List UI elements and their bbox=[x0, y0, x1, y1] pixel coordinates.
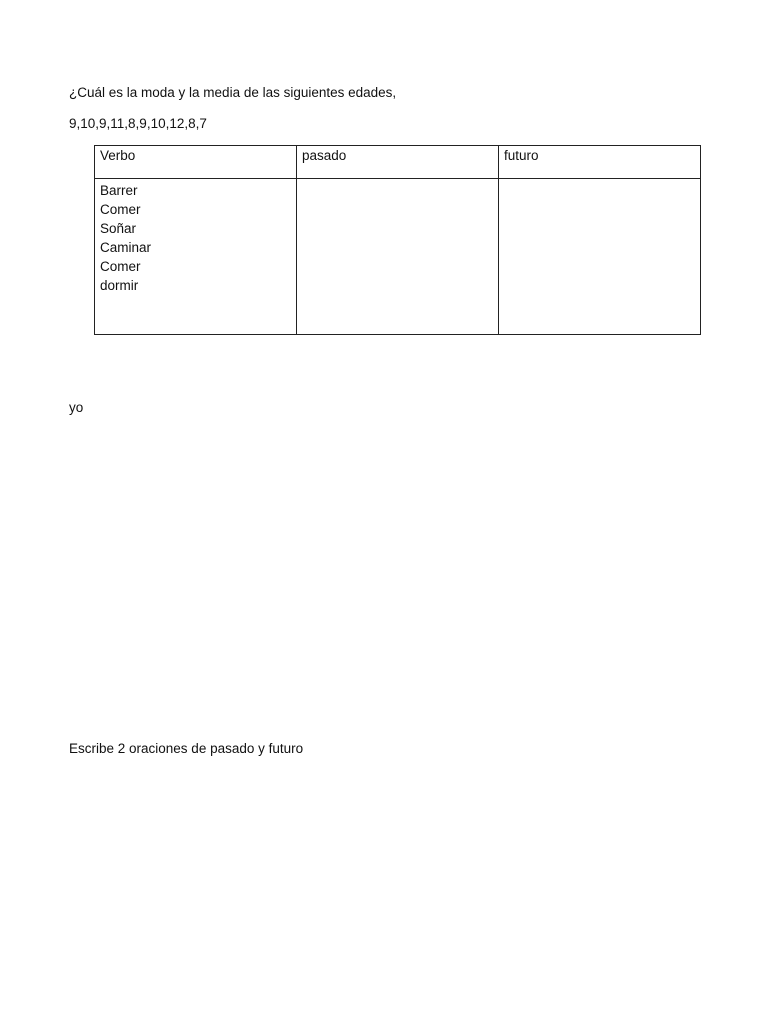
table-header-row bbox=[95, 146, 701, 179]
pasado-cell[interactable] bbox=[297, 179, 499, 335]
verb-list-cell bbox=[95, 179, 297, 335]
verb-item: Comer bbox=[100, 259, 141, 274]
header-futuro: futuro bbox=[499, 146, 701, 179]
header-pasado: pasado bbox=[297, 146, 499, 179]
futuro-cell[interactable] bbox=[499, 179, 701, 335]
pronoun-text: yo bbox=[69, 400, 84, 415]
verb-item: dormir bbox=[100, 278, 139, 293]
header-verbo: Verbo bbox=[95, 146, 297, 179]
verb-table bbox=[94, 145, 701, 335]
verb-item: Caminar bbox=[100, 240, 152, 255]
question-text: ¿Cuál es la moda y la media de las siguientes edades, bbox=[69, 85, 397, 100]
ages-list: 9,10,9,11,8,9,10,12,8,7 bbox=[69, 116, 207, 131]
verb-item: Barrer bbox=[100, 183, 138, 198]
verb-item: Soñar bbox=[100, 221, 137, 236]
table-row bbox=[95, 179, 701, 335]
verb-item: Comer bbox=[100, 202, 141, 217]
instruction-text: Escribe 2 oraciones de pasado y futuro bbox=[69, 741, 304, 756]
